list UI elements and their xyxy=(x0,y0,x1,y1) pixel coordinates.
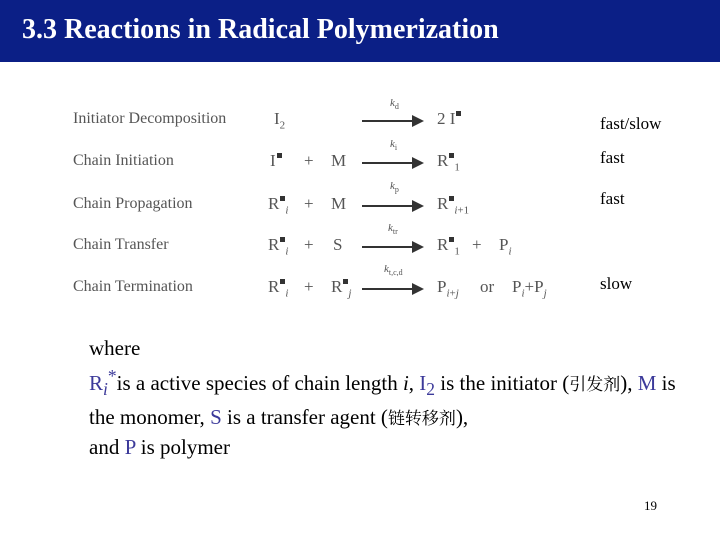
reaction-arrow xyxy=(362,246,422,248)
symbol-i2: $I_2$ xyxy=(419,371,436,400)
rate-constant-ktr: $k_{tr}$ xyxy=(388,222,398,237)
plus-sign: + xyxy=(304,151,314,170)
product-pi-plus-j: $P_{i+j}$ xyxy=(437,277,459,300)
product-pi: $P_i$ xyxy=(499,235,512,258)
monomer: M xyxy=(331,151,347,170)
plus-sign: + xyxy=(304,194,314,213)
product-r1: R $_1$ xyxy=(437,235,460,258)
plus-sign: + xyxy=(304,277,314,296)
row-label-chain-termination: Chain Termination xyxy=(73,278,193,295)
symbol-s: S xyxy=(210,405,222,430)
slide-title: 3.3 Reactions in Radical Polymerization xyxy=(22,14,499,45)
reactant-initiator: $I_2$ xyxy=(274,109,286,132)
row-label-chain-transfer: Chain Transfer xyxy=(73,236,169,253)
reaction-arrow xyxy=(362,205,422,207)
product-radicals: 2 I xyxy=(437,109,461,129)
product-r1: R $_1$ xyxy=(437,151,460,174)
row-label-initiator-decomposition: Initiator Decomposition xyxy=(73,110,227,127)
product-pi-pj: $P_i+P_j$ xyxy=(512,277,547,300)
reactant-rj: R $_j$ xyxy=(331,277,352,300)
reactant-ri: R $_i$ xyxy=(268,235,289,258)
transfer-agent: S xyxy=(333,235,343,254)
reactant-ri: R $_i$ xyxy=(268,277,289,300)
speed-chain-termination: slow xyxy=(600,274,633,293)
explanation-paragraph xyxy=(89,334,689,461)
speed-chain-propagation: fast xyxy=(600,189,625,208)
symbol-ri: $R_i^*$ xyxy=(89,366,117,400)
rate-constant-ktcd: $k_{t,c,d}$ xyxy=(384,263,403,278)
reaction-arrow xyxy=(362,120,422,122)
symbol-p: P xyxy=(124,435,136,460)
speed-initiator-decomposition: fast/slow xyxy=(600,114,662,133)
rate-constant-kp: $k_p$ xyxy=(390,180,399,195)
row-label-chain-propagation: Chain Propagation xyxy=(73,195,193,212)
rate-constant-kd: $k_d$ xyxy=(390,97,399,112)
plus-sign: + xyxy=(304,235,314,254)
page-number: 19 xyxy=(644,498,657,513)
reactant-ri: R $_i$ xyxy=(268,194,289,217)
where-line: where xyxy=(89,336,141,360)
definition-text: $R_i^*is$ a active species of chain length i, $I_2$ is the initiator (引发剂), M is the monomer, S is a transfer agent (链转移剂), and P is polymer xyxy=(89,366,676,460)
product-ri-plus-1: R $_{i+1}$ xyxy=(437,194,470,217)
monomer: M xyxy=(331,194,347,213)
plus-sign: + xyxy=(472,235,482,254)
row-label-chain-initiation: Chain Initiation xyxy=(73,152,174,169)
or-word: or xyxy=(480,277,495,296)
reaction-arrow xyxy=(362,288,422,290)
speed-chain-initiation: fast xyxy=(600,148,625,167)
symbol-m: M xyxy=(637,371,657,395)
reaction-arrow xyxy=(362,162,422,164)
rate-constant-ki: $k_i$ xyxy=(390,138,398,153)
reactant-radical: I xyxy=(270,151,282,171)
